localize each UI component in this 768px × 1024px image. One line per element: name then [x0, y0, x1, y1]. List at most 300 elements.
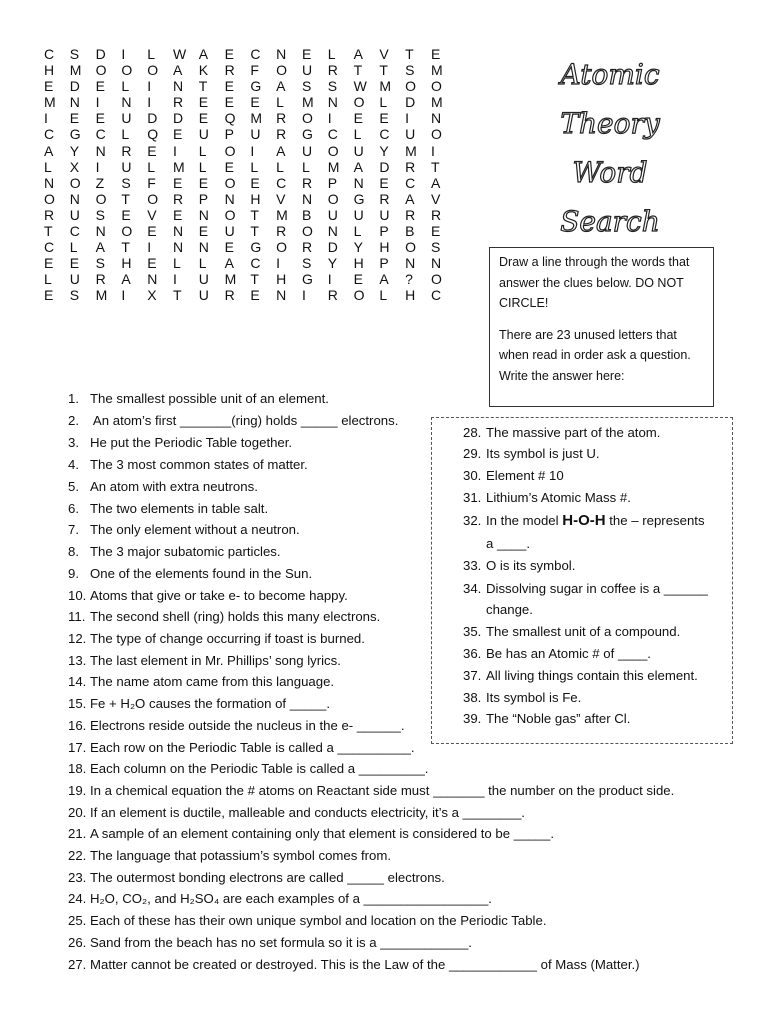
grid-letter[interactable]: M: [301, 94, 314, 111]
grid-letter[interactable]: L: [147, 158, 155, 175]
grid-letter[interactable]: S: [327, 78, 338, 95]
grid-letter[interactable]: E: [44, 287, 54, 304]
grid-letter[interactable]: O: [430, 271, 442, 288]
grid-letter[interactable]: U: [301, 62, 313, 79]
grid-letter[interactable]: G: [301, 126, 313, 143]
clue-number: 10.: [68, 588, 87, 603]
grid-letter[interactable]: I: [121, 46, 126, 62]
grid-letter[interactable]: R: [172, 94, 184, 111]
grid-letter[interactable]: O: [224, 142, 236, 159]
grid-letter[interactable]: C: [44, 239, 55, 256]
grid-letter[interactable]: N: [69, 190, 80, 207]
grid-letter[interactable]: I: [430, 142, 435, 159]
clue-text: The last element in Mr. Phillips’ song lyrics.: [90, 653, 341, 668]
clue-text: The outermost bonding electrons are called _____ electrons.: [90, 870, 445, 885]
grid-letter[interactable]: M: [69, 62, 82, 79]
grid-letter[interactable]: R: [276, 110, 287, 127]
clue-item: [68, 869, 445, 887]
grid-letter[interactable]: T: [172, 287, 182, 304]
grid-letter[interactable]: L: [198, 158, 207, 175]
grid-letter[interactable]: O: [121, 62, 133, 79]
grid-letter[interactable]: L: [301, 158, 310, 175]
grid-letter[interactable]: U: [405, 126, 416, 143]
grid-letter[interactable]: N: [198, 239, 209, 256]
grid-letter[interactable]: S: [95, 206, 105, 223]
clue-text: Each row on the Periodic Table is called a __________.: [90, 740, 415, 755]
grid-letter[interactable]: E: [147, 142, 157, 159]
grid-letter[interactable]: E: [379, 174, 389, 191]
grid-letter[interactable]: Y: [327, 255, 338, 272]
clue-number: 22.: [68, 848, 87, 863]
grid-letter[interactable]: Y: [379, 142, 389, 159]
grid-letter[interactable]: M: [250, 110, 263, 127]
grid-letter[interactable]: T: [250, 271, 259, 288]
grid-letter[interactable]: C: [379, 126, 390, 143]
grid-letter[interactable]: I: [172, 142, 177, 159]
grid-letter[interactable]: I: [405, 110, 410, 127]
clue-number: 4.: [68, 457, 79, 472]
grid-letter[interactable]: P: [327, 174, 338, 191]
grid-letter[interactable]: E: [95, 110, 105, 127]
grid-letter[interactable]: W: [353, 78, 367, 95]
grid-letter[interactable]: L: [44, 158, 52, 175]
grid-letter[interactable]: C: [405, 174, 416, 191]
clue-item: [68, 804, 525, 822]
grid-letter[interactable]: E: [430, 46, 441, 62]
grid-letter[interactable]: R: [276, 223, 287, 240]
grid-letter[interactable]: L: [172, 255, 181, 272]
grid-letter[interactable]: N: [172, 223, 184, 240]
grid-letter[interactable]: I: [95, 94, 100, 111]
grid-letter[interactable]: N: [353, 174, 364, 191]
grid-letter[interactable]: C: [327, 126, 338, 143]
grid-letter[interactable]: S: [301, 255, 312, 272]
grid-letter[interactable]: U: [301, 142, 313, 159]
grid-letter[interactable]: M: [95, 287, 108, 304]
clue-item: [68, 434, 292, 452]
grid-letter[interactable]: C: [430, 287, 442, 304]
grid-letter[interactable]: A: [224, 255, 234, 272]
clue-text: the – represents: [605, 513, 705, 528]
clue-number: 30.: [463, 468, 482, 483]
grid-letter[interactable]: L: [353, 223, 362, 240]
grid-letter[interactable]: Z: [95, 174, 105, 191]
grid-letter[interactable]: B: [405, 223, 415, 240]
clue-item: [68, 652, 341, 670]
grid-letter[interactable]: O: [276, 239, 288, 256]
grid-letter[interactable]: T: [250, 206, 259, 223]
grid-letter[interactable]: E: [147, 223, 157, 240]
grid-letter[interactable]: N: [172, 78, 184, 95]
grid-letter[interactable]: H: [276, 271, 287, 288]
grid-letter[interactable]: C: [250, 46, 261, 62]
grid-letter[interactable]: K: [198, 62, 209, 79]
grid-letter[interactable]: Y: [69, 142, 80, 159]
grid-letter[interactable]: D: [405, 94, 416, 111]
grid-letter[interactable]: N: [172, 239, 184, 256]
grid-letter[interactable]: D: [327, 239, 338, 256]
grid-letter[interactable]: E: [198, 223, 209, 240]
grid-letter[interactable]: Q: [147, 126, 159, 143]
grid-letter[interactable]: ?: [405, 271, 413, 288]
grid-letter[interactable]: L: [198, 255, 207, 272]
clue-item: [463, 689, 581, 707]
grid-row: [44, 143, 457, 159]
grid-letter[interactable]: L: [121, 78, 130, 95]
grid-letter[interactable]: H: [250, 190, 261, 207]
grid-letter[interactable]: E: [250, 287, 260, 304]
grid-letter[interactable]: R: [121, 142, 132, 159]
grid-letter[interactable]: H: [44, 62, 55, 79]
grid-letter[interactable]: N: [121, 94, 132, 111]
word-search-grid: [44, 46, 457, 304]
grid-letter[interactable]: O: [147, 190, 159, 207]
grid-letter[interactable]: L: [147, 46, 155, 62]
grid-letter[interactable]: D: [172, 110, 184, 127]
grid-letter[interactable]: U: [69, 206, 80, 223]
grid-letter[interactable]: F: [250, 62, 259, 79]
grid-letter[interactable]: I: [121, 287, 126, 304]
grid-letter[interactable]: N: [95, 223, 106, 240]
grid-letter[interactable]: O: [327, 142, 339, 159]
grid-letter[interactable]: E: [198, 94, 209, 111]
grid-letter[interactable]: N: [405, 255, 416, 272]
grid-letter[interactable]: T: [198, 78, 208, 95]
grid-letter[interactable]: A: [276, 142, 286, 159]
clue-item: [463, 623, 680, 641]
grid-letter[interactable]: I: [44, 110, 48, 127]
clue-number: 23.: [68, 870, 87, 885]
grid-letter[interactable]: S: [95, 255, 105, 272]
grid-letter[interactable]: E: [353, 110, 363, 127]
grid-letter[interactable]: U: [121, 110, 132, 127]
grid-letter[interactable]: R: [44, 206, 55, 223]
grid-letter[interactable]: U: [198, 287, 209, 304]
grid-letter[interactable]: U: [198, 271, 209, 288]
grid-letter[interactable]: M: [44, 94, 56, 111]
grid-letter[interactable]: C: [44, 126, 55, 143]
grid-letter[interactable]: N: [301, 190, 313, 207]
grid-letter[interactable]: E: [224, 239, 234, 256]
clue-number: 21.: [68, 826, 87, 841]
grid-letter[interactable]: U: [250, 126, 261, 143]
grid-letter[interactable]: X: [69, 158, 80, 175]
clue-number: 5.: [68, 479, 79, 494]
grid-letter[interactable]: Q: [224, 110, 236, 127]
grid-letter[interactable]: O: [147, 62, 159, 79]
grid-letter[interactable]: G: [250, 78, 262, 95]
grid-letter[interactable]: S: [405, 62, 415, 79]
grid-letter[interactable]: N: [276, 287, 287, 304]
clue-item: [68, 587, 348, 605]
grid-row: [44, 46, 457, 62]
clue-number: 37.: [463, 668, 482, 683]
grid-letter[interactable]: C: [69, 223, 80, 240]
grid-letter[interactable]: U: [198, 126, 209, 143]
clue-text: In a chemical equation the # atoms on Reactant side must _______ the number on the product side.: [90, 783, 675, 798]
grid-letter[interactable]: R: [301, 174, 313, 191]
clue-item: [68, 739, 415, 757]
grid-row: [44, 110, 457, 126]
grid-letter[interactable]: A: [172, 62, 183, 79]
grid-letter[interactable]: R: [276, 126, 287, 143]
grid-letter[interactable]: I: [276, 255, 281, 272]
grid-row: [44, 271, 457, 287]
grid-letter[interactable]: T: [44, 223, 53, 240]
grid-letter[interactable]: H: [121, 255, 132, 272]
grid-letter[interactable]: O: [224, 206, 236, 223]
grid-letter[interactable]: F: [147, 174, 156, 191]
grid-letter[interactable]: R: [224, 287, 235, 304]
grid-letter[interactable]: R: [405, 158, 416, 175]
grid-letter[interactable]: U: [224, 223, 235, 240]
grid-letter[interactable]: R: [327, 62, 338, 79]
grid-letter[interactable]: I: [147, 239, 152, 256]
grid-letter[interactable]: I: [95, 158, 100, 175]
grid-letter[interactable]: C: [95, 126, 106, 143]
grid-letter[interactable]: T: [405, 46, 414, 62]
grid-letter[interactable]: G: [301, 271, 313, 288]
grid-letter[interactable]: N: [327, 223, 338, 240]
grid-letter[interactable]: D: [95, 46, 106, 62]
grid-letter[interactable]: S: [121, 174, 131, 191]
grid-letter[interactable]: O: [301, 223, 313, 240]
grid-letter[interactable]: O: [95, 190, 107, 207]
grid-letter[interactable]: E: [121, 206, 131, 223]
grid-letter[interactable]: A: [353, 158, 363, 175]
clue-number: 16.: [68, 718, 87, 733]
clue-text: An atom with extra neutrons.: [90, 479, 258, 494]
clue-text: Lithium’s Atomic Mass #.: [486, 490, 631, 505]
grid-letter[interactable]: P: [379, 223, 389, 240]
grid-letter[interactable]: S: [301, 78, 312, 95]
grid-letter[interactable]: D: [147, 110, 158, 127]
grid-letter[interactable]: R: [172, 190, 184, 207]
grid-letter[interactable]: N: [430, 110, 442, 127]
grid-letter[interactable]: D: [69, 78, 80, 95]
grid-letter[interactable]: E: [44, 78, 54, 95]
grid-letter[interactable]: O: [69, 174, 81, 191]
grid-letter[interactable]: N: [327, 94, 338, 111]
grid-letter[interactable]: L: [379, 287, 388, 304]
clue-text: The smallest unit of a compound.: [486, 624, 681, 639]
grid-row: [44, 175, 457, 191]
grid-letter[interactable]: N: [224, 190, 235, 207]
grid-letter[interactable]: M: [327, 158, 340, 175]
grid-letter[interactable]: G: [69, 126, 81, 143]
grid-letter[interactable]: A: [198, 46, 209, 62]
grid-letter[interactable]: E: [301, 46, 312, 62]
grid-letter[interactable]: I: [147, 94, 152, 111]
grid-letter[interactable]: E: [224, 78, 234, 95]
grid-letter[interactable]: L: [276, 158, 284, 175]
grid-letter[interactable]: A: [44, 142, 54, 159]
grid-letter[interactable]: R: [301, 239, 313, 256]
grid-letter[interactable]: W: [172, 46, 187, 62]
grid-letter[interactable]: I: [327, 271, 332, 288]
grid-letter[interactable]: H: [379, 239, 390, 256]
grid-letter[interactable]: T: [250, 223, 259, 240]
grid-letter[interactable]: C: [276, 174, 287, 191]
grid-letter[interactable]: U: [69, 271, 80, 288]
grid-letter[interactable]: O: [95, 62, 107, 79]
grid-letter[interactable]: S: [69, 46, 80, 62]
grid-letter[interactable]: V: [379, 46, 389, 62]
grid-letter[interactable]: L: [44, 271, 52, 288]
grid-letter[interactable]: E: [95, 78, 105, 95]
grid-letter[interactable]: E: [430, 223, 441, 240]
clue-number: 15.: [68, 696, 87, 711]
grid-letter[interactable]: O: [405, 239, 417, 256]
grid-letter[interactable]: L: [69, 239, 78, 256]
grid-letter[interactable]: B: [301, 206, 312, 223]
clue-item: [68, 912, 546, 930]
grid-letter[interactable]: O: [353, 94, 365, 111]
grid-letter[interactable]: E: [44, 255, 54, 272]
clue-item: [463, 489, 631, 507]
grid-letter[interactable]: U: [121, 158, 132, 175]
clue-text: If an element is ductile, malleable and conducts electricity, it’s a ________.: [90, 805, 525, 820]
grid-letter[interactable]: I: [147, 78, 152, 95]
grid-letter[interactable]: A: [276, 78, 286, 95]
grid-letter[interactable]: O: [430, 126, 442, 143]
grid-letter[interactable]: O: [353, 287, 365, 304]
grid-letter[interactable]: E: [353, 271, 363, 288]
grid-letter[interactable]: E: [250, 94, 260, 111]
grid-row: [44, 239, 457, 255]
grid-letter[interactable]: R: [379, 190, 390, 207]
grid-letter[interactable]: T: [379, 62, 388, 79]
grid-letter[interactable]: D: [379, 158, 390, 175]
grid-letter[interactable]: O: [121, 223, 133, 240]
grid-letter[interactable]: P: [198, 190, 209, 207]
grid-letter[interactable]: C: [44, 46, 55, 62]
clue-number: 11.: [68, 609, 86, 624]
grid-letter[interactable]: M: [224, 271, 237, 288]
clue-number: 2.: [68, 413, 79, 428]
grid-letter[interactable]: Y: [353, 239, 363, 256]
clue-text: Each column on the Periodic Table is called a _________.: [90, 761, 429, 776]
grid-letter[interactable]: T: [121, 239, 130, 256]
grid-letter[interactable]: E: [250, 174, 260, 191]
grid-letter[interactable]: V: [276, 190, 286, 207]
grid-letter[interactable]: N: [276, 46, 287, 62]
grid-letter[interactable]: U: [353, 142, 364, 159]
grid-letter[interactable]: E: [198, 110, 209, 127]
grid-letter[interactable]: A: [121, 271, 131, 288]
grid-letter[interactable]: T: [121, 190, 130, 207]
grid-letter[interactable]: H: [353, 255, 364, 272]
grid-letter[interactable]: O: [44, 190, 55, 207]
grid-letter[interactable]: O: [276, 62, 288, 79]
grid-letter[interactable]: M: [405, 142, 417, 159]
grid-letter[interactable]: T: [430, 158, 440, 175]
grid-letter[interactable]: P: [379, 255, 389, 272]
grid-letter[interactable]: M: [379, 78, 392, 95]
grid-letter[interactable]: V: [430, 190, 441, 207]
grid-letter[interactable]: E: [198, 174, 209, 191]
grid-letter[interactable]: I: [172, 271, 177, 288]
grid-letter[interactable]: G: [250, 239, 262, 256]
clue-item: [463, 710, 630, 728]
grid-letter[interactable]: R: [405, 206, 416, 223]
clue-text: In the model: [486, 513, 563, 528]
grid-letter[interactable]: L: [327, 46, 336, 62]
grid-letter[interactable]: A: [379, 271, 389, 288]
grid-letter[interactable]: O: [430, 78, 442, 95]
grid-letter[interactable]: U: [327, 206, 338, 223]
grid-letter[interactable]: L: [276, 94, 284, 111]
grid-letter[interactable]: M: [430, 94, 443, 111]
grid-letter[interactable]: I: [301, 287, 306, 304]
grid-letter[interactable]: E: [224, 158, 234, 175]
grid-letter[interactable]: L: [353, 126, 362, 143]
grid-letter[interactable]: E: [224, 46, 234, 62]
grid-letter[interactable]: I: [250, 142, 255, 159]
grid-letter[interactable]: A: [353, 46, 363, 62]
grid-letter[interactable]: T: [353, 62, 363, 79]
grid-letter[interactable]: P: [224, 126, 234, 143]
grid-letter[interactable]: N: [198, 206, 209, 223]
grid-letter[interactable]: O: [327, 190, 339, 207]
grid-letter[interactable]: A: [95, 239, 105, 256]
grid-letter[interactable]: E: [172, 174, 183, 191]
grid-letter[interactable]: L: [250, 158, 259, 175]
grid-letter[interactable]: V: [147, 206, 157, 223]
grid-letter[interactable]: E: [147, 255, 157, 272]
grid-letter[interactable]: O: [405, 78, 417, 95]
grid-letter[interactable]: R: [95, 271, 106, 288]
grid-letter[interactable]: L: [198, 142, 207, 159]
clue-text: Its symbol is just U.: [486, 446, 600, 461]
grid-letter[interactable]: O: [224, 174, 236, 191]
grid-letter[interactable]: E: [172, 206, 183, 223]
clue-text: The 3 most common states of matter.: [90, 457, 308, 472]
grid-letter[interactable]: E: [69, 255, 80, 272]
grid-letter[interactable]: M: [172, 158, 185, 175]
grid-letter[interactable]: A: [405, 190, 415, 207]
grid-letter[interactable]: O: [301, 110, 313, 127]
grid-letter[interactable]: M: [276, 206, 288, 223]
grid-letter[interactable]: S: [69, 287, 80, 304]
grid-letter[interactable]: G: [353, 190, 365, 207]
grid-letter[interactable]: I: [327, 110, 332, 127]
grid-letter[interactable]: R: [430, 206, 442, 223]
grid-letter[interactable]: U: [379, 206, 390, 223]
grid-letter[interactable]: E: [172, 126, 183, 143]
grid-letter[interactable]: N: [430, 255, 442, 272]
grid-letter[interactable]: A: [430, 174, 441, 191]
grid-letter[interactable]: R: [224, 62, 235, 79]
grid-letter[interactable]: N: [69, 94, 80, 111]
grid-letter[interactable]: R: [327, 287, 338, 304]
grid-letter[interactable]: U: [353, 206, 364, 223]
grid-letter[interactable]: N: [44, 174, 55, 191]
grid-letter[interactable]: S: [430, 239, 441, 256]
grid-letter[interactable]: H: [405, 287, 416, 304]
grid-letter[interactable]: N: [95, 142, 106, 159]
grid-letter[interactable]: M: [430, 62, 443, 79]
grid-letter[interactable]: E: [224, 94, 234, 111]
grid-letter[interactable]: N: [147, 271, 158, 288]
grid-letter[interactable]: C: [250, 255, 261, 272]
grid-letter[interactable]: L: [121, 126, 130, 143]
clue-item: [68, 956, 640, 974]
grid-letter[interactable]: L: [379, 94, 388, 111]
grid-letter[interactable]: E: [379, 110, 389, 127]
grid-letter[interactable]: X: [147, 287, 157, 304]
grid-letter[interactable]: E: [69, 110, 80, 127]
